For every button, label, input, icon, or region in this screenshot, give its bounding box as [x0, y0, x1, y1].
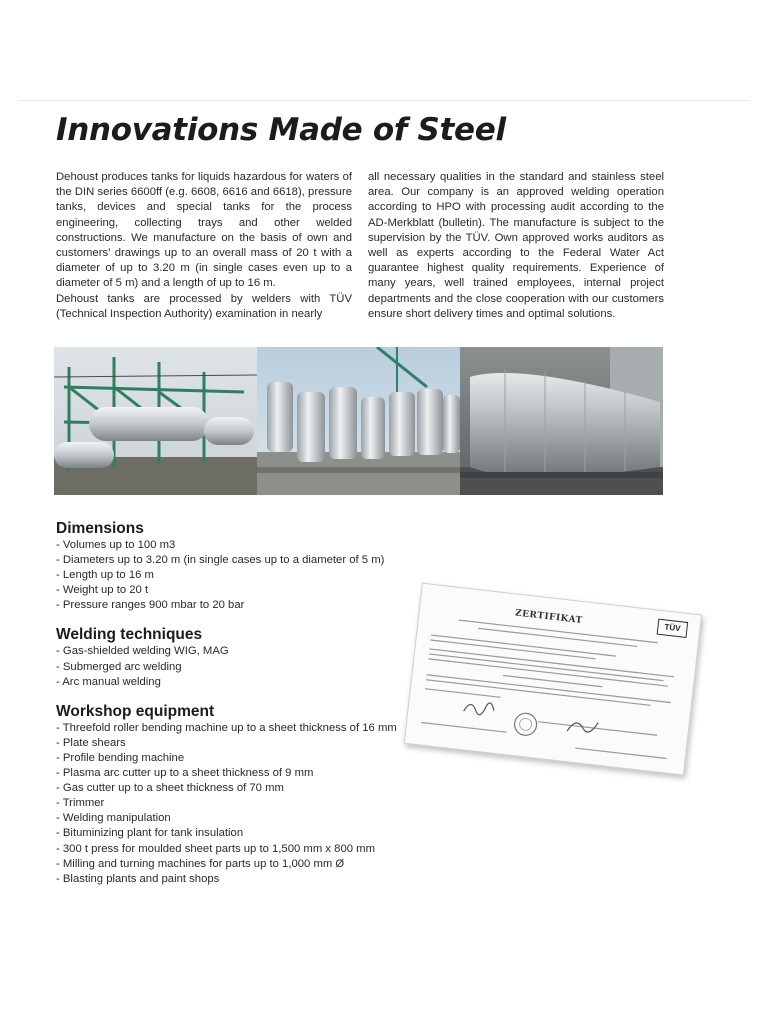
photo-outdoor-tank-structure — [54, 347, 257, 495]
list-item: - Gas cutter up to a sheet thickness of 70 mm — [56, 782, 284, 795]
specifications — [56, 519, 416, 887]
list-item: - Trimmer — [56, 797, 105, 810]
certificate-sheet — [404, 583, 703, 776]
dimensions-list — [56, 538, 416, 613]
top-divider — [18, 100, 750, 101]
list-item: - Arc manual welding — [56, 675, 161, 688]
list-item: - Length up to 16 m — [56, 569, 154, 582]
list-item: - 300 t press for moulded sheet parts up to 1,500 mm x 800 mm — [56, 842, 375, 855]
intro-paragraph-3: all necessary qualities in the standard and stainless steel area. Our company is an approved welding operation according to HPO with processing audit according to the AD-Merkblatt (bulletin). The manufacture is subject to the supervision by the TÜV. Own approved works auditors as well as experts according to the Federal Water Act guarantee highest quality requirements. Experience of many years, well trained employees, internal project departments and the close cooperation with our customers ensure short delivery times and optimal solutions. — [368, 171, 664, 320]
list-item: - Bituminizing plant for tank insulation — [56, 827, 244, 840]
list-item: - Plate shears — [56, 736, 126, 749]
certificate-heading: ZERTIFIKAT — [514, 608, 584, 627]
photo-strip — [54, 347, 663, 495]
intro-right-column — [368, 170, 664, 322]
list-item: - Weight up to 20 t — [56, 584, 149, 597]
list-item: - Plasma arc cutter up to a sheet thickness of 9 mm — [56, 767, 314, 780]
certificate-fine-print — [405, 584, 701, 775]
page-title: Innovations Made of Steel — [56, 112, 506, 148]
list-item: - Diameters up to 3.20 m (in single cases up to a diameter of 5 m) — [56, 554, 385, 567]
photo-insulated-tank-workshop — [460, 347, 663, 495]
certificate-image — [404, 583, 700, 774]
list-item: - Gas-shielded welding WIG, MAG — [56, 645, 229, 658]
list-item: - Milling and turning machines for parts up to 1,000 mm Ø — [56, 857, 345, 870]
workshop-list — [56, 721, 416, 887]
section-heading-dimensions: Dimensions — [56, 520, 144, 537]
intro-paragraph-2: Dehoust tanks are processed by welders with TÜV (Technical Inspection Authority) examination in nearly — [56, 292, 352, 320]
tuv-logo: TÜV — [657, 619, 689, 638]
intro-left-column — [56, 170, 352, 322]
list-item: - Blasting plants and paint shops — [56, 872, 220, 885]
list-item: - Profile bending machine — [56, 751, 185, 764]
photo-vertical-tanks — [257, 347, 460, 495]
section-heading-workshop: Workshop equipment — [56, 702, 215, 720]
section-heading-welding: Welding techniques — [56, 626, 203, 644]
intro-paragraph-1: Dehoust produces tanks for liquids hazardous for waters of the DIN series 6600ff (e.g. 6608, 6616 and 6618), pressure tanks, devices and special tanks for the process engineering, collecting trays and other welded constructions. We manufacture on the basis of own and customers’ drawings up to an overall mass of 20 t with a diameter of up to 3.20 m (in single cases even up to a diameter of 5 m) and a length of up to 16 m. — [56, 171, 352, 290]
list-item: - Submerged arc welding — [56, 660, 182, 673]
list-item: - Welding manipulation — [56, 812, 171, 825]
list-item: - Threefold roller bending machine up to a sheet thickness of 16 mm — [56, 721, 397, 734]
list-item: - Volumes up to 100 m3 — [56, 539, 176, 551]
welding-list — [56, 644, 416, 689]
list-item: - Pressure ranges 900 mbar to 20 bar — [56, 599, 245, 612]
